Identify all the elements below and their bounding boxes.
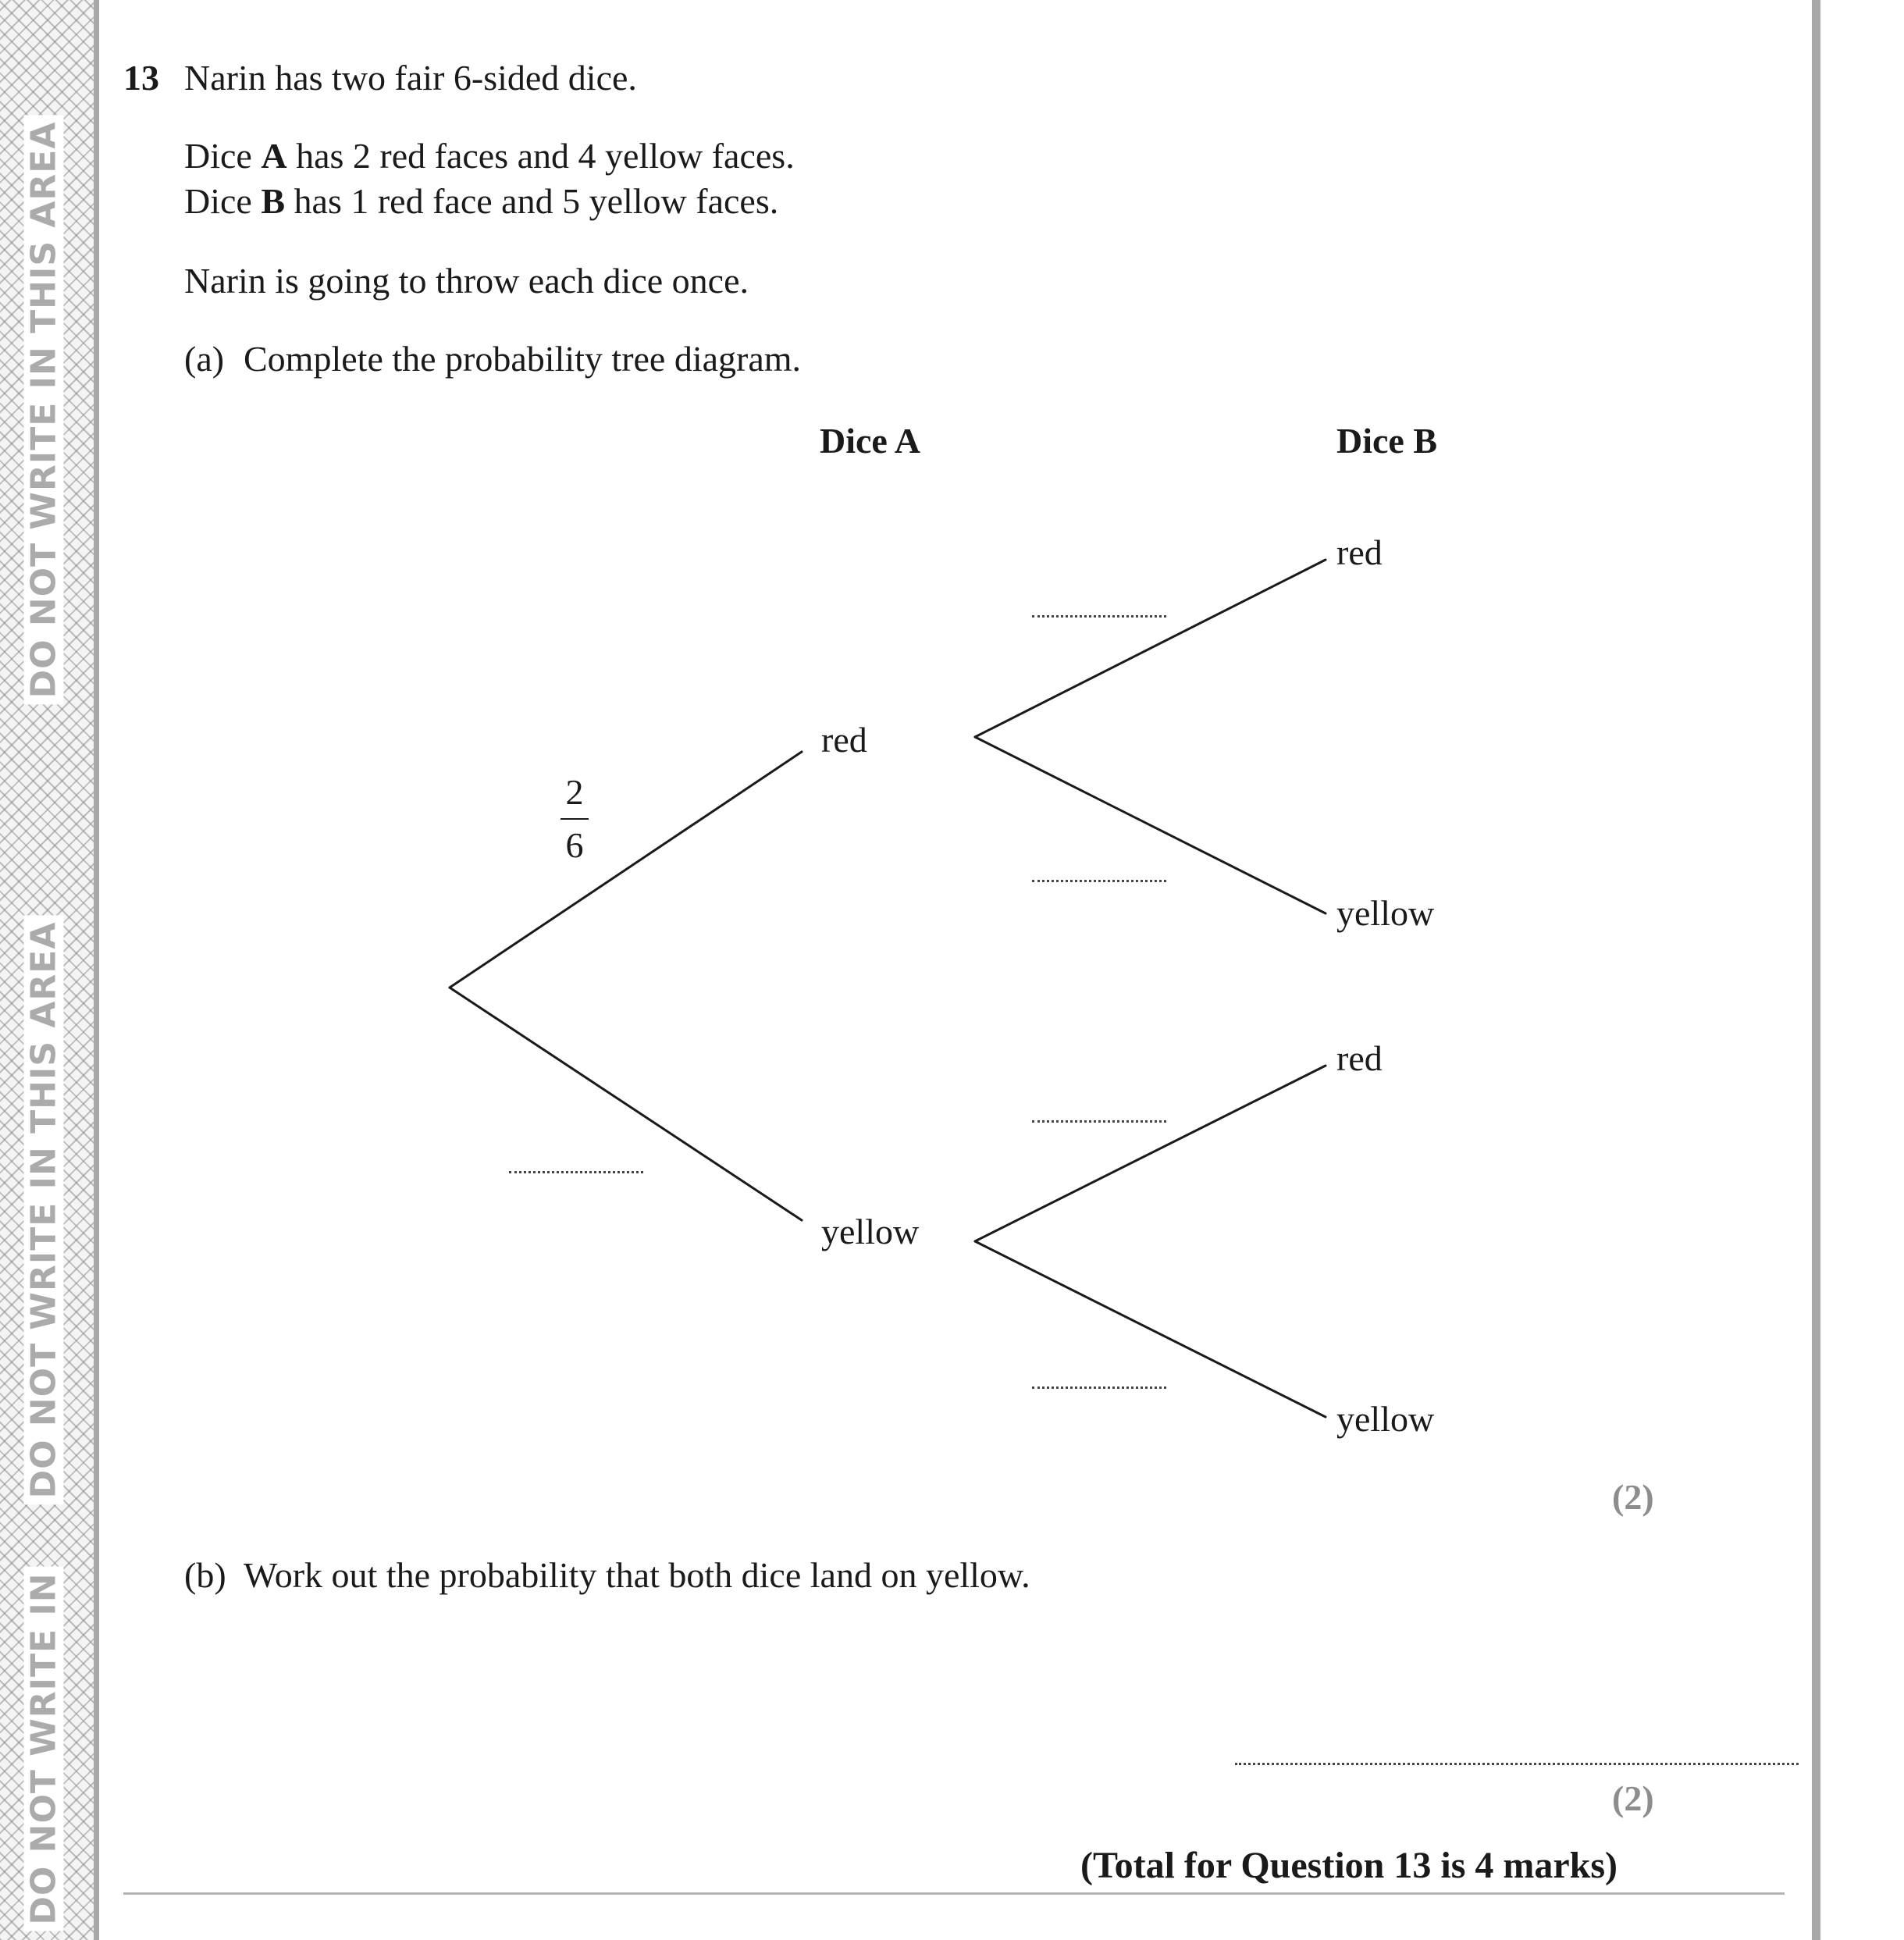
question-number: 13	[123, 58, 159, 98]
answer-space-yellow-then-red[interactable]	[1032, 1120, 1166, 1123]
heading-dice-a: Dice A	[820, 421, 921, 461]
answer-space-a-yellow[interactable]	[509, 1171, 643, 1173]
margin-warning-1: DO NOT WRITE IN THIS AREA	[24, 116, 64, 705]
part-b-text: Work out the probability that both dice land on yellow.	[244, 1555, 1030, 1595]
part-b-label: (b)	[184, 1555, 226, 1595]
outcome-red-then-red: red	[1336, 532, 1383, 572]
outcome-yellow-then-red: red	[1336, 1038, 1383, 1078]
fraction-bar	[561, 818, 589, 820]
bottom-rule	[123, 1892, 1785, 1895]
part-a-label: (a)	[184, 339, 225, 379]
fraction-numerator: 2	[565, 772, 584, 812]
branch-yellow-b-red	[975, 1066, 1326, 1241]
branch-a-red	[450, 752, 802, 988]
question-intro: Narin has two fair 6-sided dice.	[184, 58, 637, 98]
margin-warning-2: DO NOT WRITE IN THIS AREA	[24, 916, 64, 1505]
branch-red-b-yellow	[975, 737, 1326, 913]
throw-instruction: Narin is going to throw each dice once.	[184, 261, 749, 301]
margin-warning-3: DO NOT WRITE IN	[24, 1566, 64, 1931]
outcome-a-yellow: yellow	[821, 1212, 920, 1251]
dice-a-description: Dice A has 2 red faces and 4 yellow faces.	[184, 136, 795, 176]
heading-dice-b: Dice B	[1336, 421, 1438, 461]
answer-space-red-then-yellow[interactable]	[1032, 880, 1166, 882]
answer-line-part-b[interactable]	[1235, 1763, 1799, 1765]
branch-a-yellow	[450, 988, 802, 1220]
dice-b-description: Dice B has 1 red face and 5 yellow faces.	[184, 181, 779, 221]
question-total-marks: (Total for Question 13 is 4 marks)	[1080, 1845, 1618, 1886]
branch-yellow-b-yellow	[975, 1241, 1326, 1417]
answer-space-red-then-red[interactable]	[1032, 615, 1166, 618]
given-probability-fraction	[551, 773, 598, 865]
branch-red-b-red	[975, 560, 1326, 737]
part-a-marks: (2)	[1612, 1477, 1654, 1517]
fraction-denominator: 6	[565, 825, 584, 865]
outcome-red-then-yellow: yellow	[1336, 893, 1435, 933]
outcome-a-red: red	[821, 720, 867, 760]
part-b-marks: (2)	[1612, 1778, 1654, 1818]
answer-space-yellow-then-yellow[interactable]	[1032, 1386, 1166, 1389]
outcome-yellow-then-yellow: yellow	[1336, 1399, 1435, 1439]
part-a-text: Complete the probability tree diagram.	[244, 339, 802, 379]
